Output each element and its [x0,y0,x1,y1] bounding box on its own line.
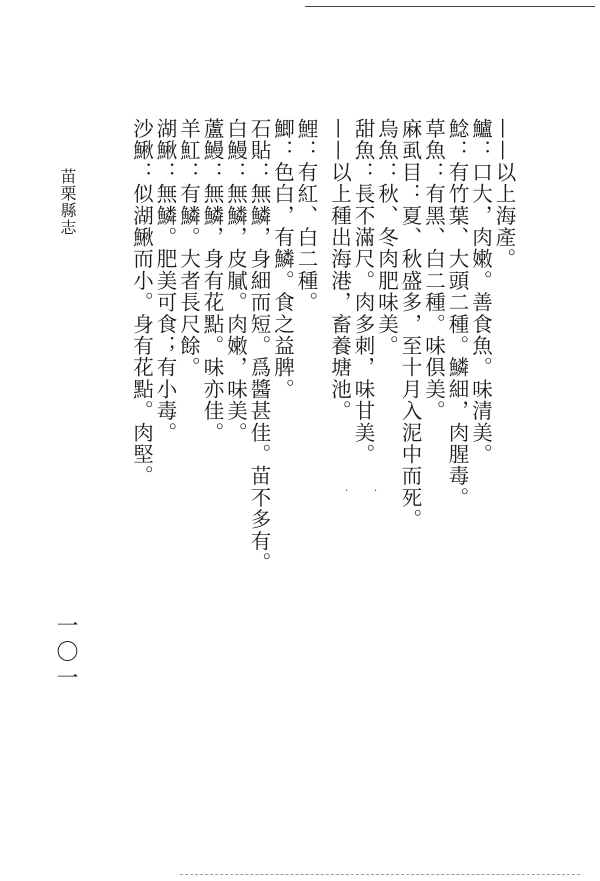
text-column: 鱸：口大，肉嫩。善食魚。味清美。 [468,118,493,466]
speck-mark: · [374,486,378,497]
page-number: 一〇一 [53,614,78,692]
text-column: 蘆鰻：無鱗，身有花點。味亦佳。 [200,118,224,444]
text-column: 甜魚：長不滿尺。肉多刺，味甘美。 [351,118,375,466]
text-column: 石貼：無鱗，身細而短。爲醬甚佳。苗不多有。 [247,118,271,574]
text-column: 湖鰍：無鱗。肥美可食；有小毒。 [153,118,177,444]
text-column: 麻虱目：夏、秋盛多，至十月入泥中而死。 [398,118,422,531]
text-column: 鯉：有紅、白二種。 [294,118,318,314]
top-rule [305,6,595,7]
speck-mark: · [345,486,349,497]
text-body [130,118,514,574]
text-column: 鯰：有竹葉、大頭二種。鱗細，肉腥毒。 [445,118,469,509]
text-column: 烏魚：秋、冬肉肥味美。 [374,118,399,357]
bottom-rule [180,874,580,875]
text-column: 沙鰍：似湖鰍而小。身有花點。肉堅。 [129,118,154,487]
text-column: ——以上種出海港，畜養塘池。 [327,118,352,422]
text-column: ——以上海產。 [492,118,516,270]
text-column: 草魚：有黑、白二種。味俱美。 [421,118,446,422]
text-column: 羊魟：有鱗。大者長尺餘。 [176,118,201,379]
text-column: 白鰻：無鱗，皮膩。肉嫩，味美。 [223,118,248,444]
text-column: 鯽：色白，有鱗。食之益脾。 [270,118,295,401]
running-title: 苗栗縣志 [58,168,77,236]
